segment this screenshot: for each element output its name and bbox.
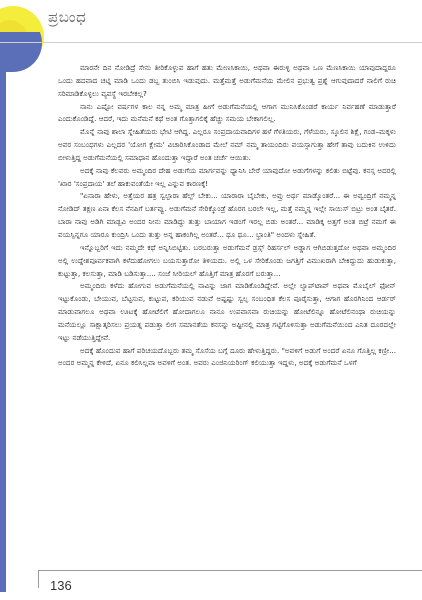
header-divider <box>0 42 422 43</box>
paragraph: ಮಾರನೇ ದಿನ ನೋಡಿದ್ರೆ ಸೇನು ತೀರಿಕೊಳ್ಳುವ ಹಾಗೆ ಹತು ಮೇಣಸಿಕಾಯಿ, ಅಥವಾ ಈರುಳ್ಳಿ ಅಥವಾ ಒಣ ಮೆಣಸಿಕಾಯಿ ಯಾವುದಾದ್ದರೂ ಒಂದು ಹದವಾದ ಚಟ್ನಿ ಮಾಡಿ ಒಂದು ಡಬ್ಬ ತುಂಬಿಸಿ ಇಡುವುದು. ಮತ್ತೆಮತ್ತೆ ಅಡುಗೆಮನೆಯ ಮೇಲಿನ ಪ್ರಭುತ್ವ ಪ್ರಶ್ನೆ ಆಗುವುದಾದರೆ ನಾಲಿಗೆ ರುಚಿ ಸರಿಮಾಡಿಕೊಳ್ಳಲು ವ್ಯವಸ್ಥೆ ಇರಬೇಕಲ್ಲ? <box>58 63 396 98</box>
paragraph: ಅದಕ್ಕೆ ಹೊಂದುವ ಹಾಗೆ ಪರಿಚಯದೊಬ್ಬರು ತಮ್ಮ ಸೊಸೆಯ ಬಗ್ಗೆ ದೂರು ಹೇಳುತ್ತಿದ್ದರು. "ಅವಳಿಗೆ ಅಡುಗೆ ಅಂದರೆ ಏನೂ ಗೊತ್ತಿಲ್ಲ ಕಣ್ರೀ... ಅಂದರ ಅಮ್ಮನ್ನ ಕೇಳಿದೆ, ಏನೂ ಕಲಿಸಿಲ್ಲವಾ ಅವಳಿಗೆ ಅಂತ. ಅವರು ಎಂಜಿನಿಯರಿಂಗ್ ಕಲಿಯುತ್ತಾ ಇದ್ದಳು, ಅದಕ್ಕೆ ಅಡುಗೆಮನೆ ಒಳಗೆ <box>58 345 396 368</box>
paragraph: ಮೊನ್ನೆ ನಾವು ಶಾಲಾ ಸ್ನೇಹಿತೆಯರು ಭೇಟಿ ಆಗಿದ್ದ. ಎಲ್ಲರೂ ಸಂಪ್ರದಾಯವಾದಿಗಳ ಹಳೆ ಗೆಳತಿಯರು, ಗೆಳೆಯರು, ಸ್ಕೂಲಿನ ಶಿಕ್ಷೆ, ಗಂಡ–ಮಕ್ಕಳು ಅವರ ಸಂಬಂಧಗಳು ಎಲ್ಲದರ 'ಯೋಗ ಕ್ಷೇಮ' ವಿಚಾರಿಸಿಕೊಂಡಾದ ಮೇಲೆ ನಮ್ ನಮ್ಮ ತಾಯಂದಿರು ವಯಸ್ಸಾಗುತ್ತಾ ಹೇಗೆ ತಾವು ಬದುಕಿನ ಉಳಿದು ಬೀಳುತ್ತಿದ್ದ ಅಡುಗೆಮನೆಯಲ್ಲಿ ಸಮಾಧಾನ ಹೊಂದುತ್ತಾ ಇದ್ದಾರೆ ಅಂತ ಚರ್ಚೆ ಆಯಿತು. <box>58 127 396 162</box>
page-number: 136 <box>50 578 72 593</box>
margin-bar <box>0 72 6 592</box>
footer-divider <box>38 570 422 571</box>
paragraph: ಇನ್ನೊಬ್ಬರಿಗೆ ಇದು ನಮ್ಮದೇ ಕಥೆ ಅನ್ನಿಸಿಬಿಟ್ಟಿತು. ಬರಬರುತ್ತಾ ಅಡುಗೆಮನೆ ಡ್ರಸ್ಸ್ ರಿಹರ್ಸಲ್ ಅಡ್ಡಾಗ ಆಗಿಬಿಡುತ್ತದೋ ಅಥವಾ ಅಮ್ಮಂದಿರ ಅಲ್ಲಿ ಉದ್ದೇಶಪೂರ್ವಕವಾಗಿ ಕಳೆದುಹೋಗಲು ಬಯಸುತ್ತಾರೋ ತಿಳಿಯದು. ಅಲ್ಲಿ ಒಳ ಸೇರಿಕೊಂಡು ಜಗತ್ತಿಗೆ ವಿಮುಖರಾಗಿ ಬೇಕಿದ್ದುದು ಹುಡುಕುತ್ತಾ, ಕುಟ್ಟುತ್ತಾ, ಕಲಸುತ್ತಾ, ಮಾಡಿ ಬಡಿಸುತ್ತಾ.... ಸಂಜೆ ಸೀರಿಯಲ್ ಹೊತ್ತಿಗೆ ಮಾತ್ರ ಹೊರಗೆ ಬರುತ್ತಾ... <box>58 242 396 278</box>
body-text <box>58 62 396 370</box>
paragraph: "ಏನಾರಾ ಹೇಳು, ಅತ್ತೆಯರ ಹತ್ರ ಸ್ವಲ್ಪಾರಾ ಹೆಲ್ಪ್ ಬೇಕು... ಯಾರಾರಾ ಬೈಬೇಕು, ಅವ್ರು ಅರ್ಥ ಮಾಡ್ಕೊಂತರೆ... ಈ ಅವ್ವಂದ್ರಿಗೆ ನಮ್ಮನ್ನ ನೋಡಿದ್ ತಕ್ಷಣ ಏನಾ ಕೆಲಸ ನೆನಪಿಗೆ ಬರ್ತವ್ವು. ಅಡುಗೆಮನೆ ಸೇರಿಕ್ಕೊಂಡ್ರೆ ಹೊರಗ ಬರಲೇ ಇಲ್ಲ, ಮತ್ತೆ ನಮ್ಮನ್ನ ಇಲ್ಲೇ ಸಾಯಿಸ್ ಬಿಟ್ರು ಅಂತ ಬೈತರೆ. ಬಾರಾ ನಾವು ಅಡಿಗಿ ಮಾಡ್ಬವಿ ಅಂದರ ನೀನು ಮಾಡಿದ್ದು ತುತ್ತು ಬಾಯಾಗ ಇಡಂಗೆ ಇರಲ್ಲ ಬಿಡು ಅಂತರೆ... ಮಾಡಿಕ್ಕ ಅತ್ತಗೆ ಅಂತ ಬಿಟ್ರೆ ನಮಗೆ ಈ ವಯಸ್ಸಿನ್ನಗೂ ಯಾರೂ ಕುಂದ್ರಿಸಿ ಒಂದು ತುತ್ತು ಅನ್ನ ಹಾಕಂಗಿಲ್ಲ ಅಂತರೆ... ಥೂ ಥೂ... ಭ್ರಾಂತಿ" ಅಂದಳು ಸ್ನೇಹಿತೆ. <box>58 191 396 239</box>
section-title: ಪ್ರಬಂಧ <box>48 8 87 26</box>
footer-corner-mark <box>38 570 49 588</box>
paragraph: ಅದಕ್ಕೆ ನಾವು ಕೆಲವರು ಅಮ್ಮಂದಿರ ದೇಹ ಅಡುಗೆಯ ಮಾರ್ಗವನ್ನು ಧ್ಯಾನಿಸಿ ಬೇರೆ ಯಾವುದೋ ಅಡುಗೆಗಳನ್ನು ಕಲಿತು ಬಿಟ್ಟೆವು. ಕನಸ್ಸ ಅದರಲ್ಲಿ 'ಖಾರ 'ಸಂಪ್ರದಾಯ' ತಲೆ ಹಾಕುವಂತೆಯೇ ಇಲ್ಲ ಎನ್ನುವ ಕಾರಣಕ್ಕೆ! <box>58 165 396 188</box>
paragraph: ನಾನು ಎಷ್ಟೋ ವರ್ಷಗಳ ಕಾಲ ನನ್ನ ಅಮ್ಮ ಮಾತ್ರ ಹೀಗೆ ಅಡುಗೆಮನೆಯಲ್ಲಿ ಆಗಾಗ ಮುನಿಸಿಕೊಂಡರೆ ಕಾರ್ಯ ನಿರ್ವಹಣೆ ಮಾಡುತ್ತಾರೆ ಎಂದುಕೊಂಡಿದ್ದೆ. ಆದರೆ, ಇದು ಮನೆಮನೆ ಕಥೆ ಅಂತ ಗೊತ್ತಾಗಲಿಕ್ಕೆ ಹೆಚ್ಚು ಸಮಯ ಬೇಕಾಗಲಿಲ್ಲ. <box>58 101 396 124</box>
paragraph: ಅಮ್ಮಂದಿರು ಕಳೆದು ಹೋಗುವ ಅಡುಗೆಮನೆಯಲ್ಲಿ ನಾವಿನ್ನು ಜಾಗ ಮಾಡಿಕೊಂಡಿದ್ದೇವೆ. ಅಲ್ಲೇ ಲ್ಯಾಪ್‌ಟಾಪ್ ಅಥವಾ ಮೊಬೈಲ್ ಫೋನ್ ಇಟ್ಟುಕೊಂಡು, ಬೇಯುವ, ಬೆಟ್ಟಸುವ, ಕುಟ್ಟುವ, ಕರಿಯುವ ನಡುವೆ ಅಷ್ಟಷ್ಟು ಸ್ವಲ್ಪ ಸಂಬಂಧಿತ ಕೆಲಸ ಪೂರೈಸುತ್ತಾ, ಆಗಾಗ ಹೊರಗಿನಿಂದ ಆರ್ಡರ್ ಮಾಡುವಾಗಲೂ ಅಥವಾ ಊಟಕ್ಕೆ ಹೋಟೆಲಿಗೆ ಹೋದಾಗಲೂ ನಾನೂ ಉಪವಾಸವಾ ರುಚಿಯನ್ನು ಹೋಟೆಲಿನ್ನೂ ಹೋಟೆಲಿನಂಥಾ ರುಚಿಯನ್ನು ಮನೆಯಲ್ಲೂ ಸಾಕ್ಷಾತ್ಕರಿಸಲು ಪ್ರಯತ್ನ ಪಡುತ್ತಾ ಲೀಗ ಸಮಾನತೆಯ ಕನಸನ್ನು ಅಷ್ಟೀನಲ್ಲಿ ಮಾತ್ರ ಗಟ್ಟಿಗೊಳಿಸುತ್ತಾ ಅಡುಗೆಮನೆಯಿಂದ ಎನಿತ ದೂರದಲ್ಲೇ ಇಟ್ಟು ನಡೆಯುತ್ತಿದ್ದೇವೆ. <box>58 281 396 342</box>
